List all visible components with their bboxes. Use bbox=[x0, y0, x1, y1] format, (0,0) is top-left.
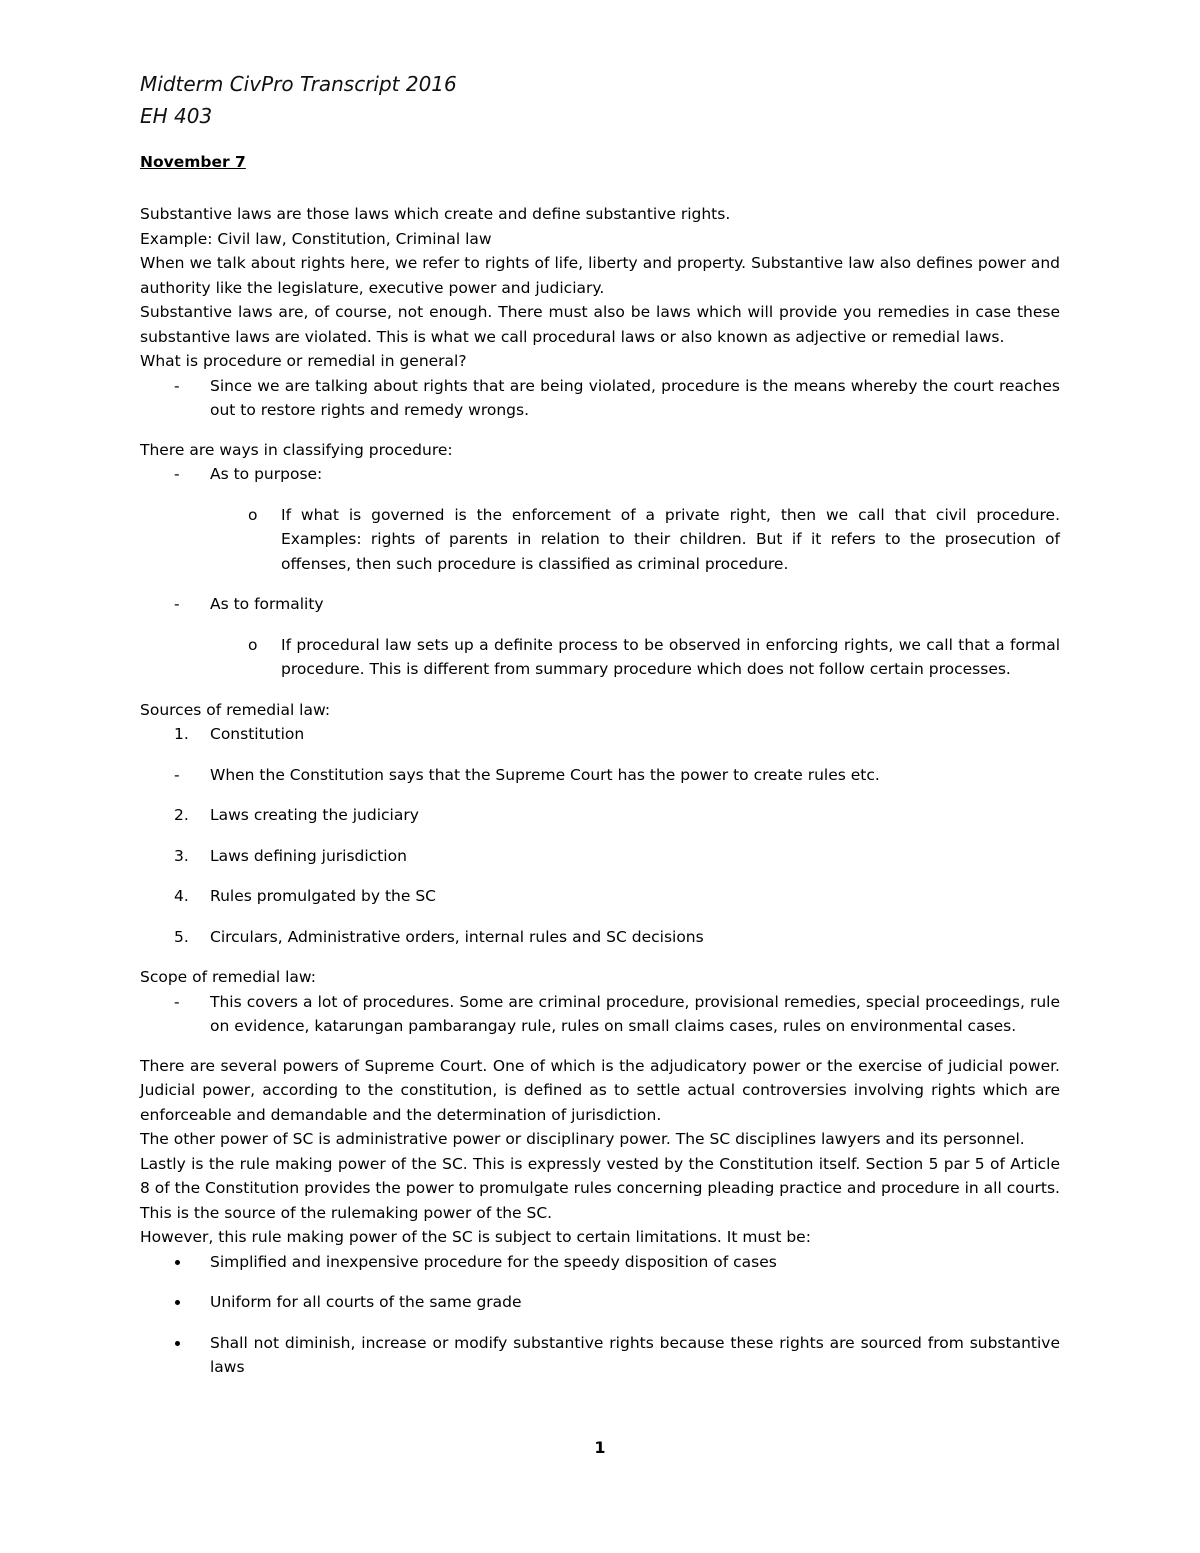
list-item-text: When the Constitution says that the Supreme Court has the power to create rules etc. bbox=[210, 765, 880, 784]
list-item-text: Laws creating the judiciary bbox=[210, 806, 419, 824]
list-item-text: Laws defining jurisdiction bbox=[210, 846, 407, 865]
numbered-list-item bbox=[140, 722, 1060, 747]
document-body bbox=[140, 202, 1060, 1380]
paragraph: However, this rule making power of the SC is subject to certain limitations. It must be: bbox=[140, 1228, 811, 1246]
numbered-list-item bbox=[140, 803, 1060, 828]
dash-marker: - bbox=[174, 765, 180, 784]
numbered-list-item bbox=[140, 925, 1060, 950]
dash-marker: - bbox=[174, 376, 180, 395]
paragraph: When we talk about rights here, we refer to rights of life, liberty and property. Substantive law also defines power and authority like the legislature, executive power and judiciary. bbox=[140, 254, 1060, 297]
dash-list-item bbox=[140, 990, 1060, 1039]
dash-marker: - bbox=[174, 992, 180, 1011]
page-number: 1 bbox=[594, 1438, 606, 1457]
list-item-text: As to formality bbox=[210, 595, 324, 613]
bullet-dot-icon bbox=[175, 1260, 180, 1265]
bullet-list-item bbox=[140, 1290, 1060, 1315]
dash-list-item bbox=[140, 374, 1060, 423]
list-item-text: Constitution bbox=[210, 725, 305, 743]
paragraph: Example: Civil law, Constitution, Criminal law bbox=[140, 229, 492, 248]
paragraph: Scope of remedial law: bbox=[140, 968, 316, 986]
dash-list-item bbox=[140, 592, 1060, 617]
number-marker: 2. bbox=[174, 806, 189, 824]
number-marker: 1. bbox=[174, 725, 189, 743]
list-item-text: Circulars, Administrative orders, internal rules and SC decisions bbox=[210, 927, 704, 946]
circle-marker: o bbox=[248, 635, 258, 654]
number-marker: 3. bbox=[174, 846, 189, 865]
paragraph: Sources of remedial law: bbox=[140, 700, 331, 719]
dash-marker: - bbox=[174, 595, 180, 613]
dash-list-item bbox=[140, 462, 1060, 487]
circle-marker: o bbox=[248, 505, 258, 524]
paragraph: There are several powers of Supreme Court. One of which is the adjudicatory power or the exercise of judicial power. Judicial power, according to the constitution, is defined as to settle actual controversies involving rights which are enforceable and demandable and the determination of jurisdiction. bbox=[140, 1056, 1060, 1124]
numbered-list-item bbox=[140, 844, 1060, 869]
list-item-text: If procedural law sets up a definite process to be observed in enforcing rights, we call that a formal procedure. This is different from summary procedure which does not follow certain processes. bbox=[281, 635, 1060, 678]
number-marker: 5. bbox=[174, 927, 189, 946]
number-marker: 4. bbox=[174, 887, 189, 905]
list-item-text: Shall not diminish, increase or modify substantive rights because these rights are sourced from substantive laws bbox=[210, 1333, 1060, 1376]
paragraph: Lastly is the rule making power of the SC. This is expressly vested by the Constitution itself. Section 5 par 5 of Article 8 of the Constitution provides the power to promulgate rules concerning pleading practice and procedure in all courts. This is the source of the rulemaking power of the SC. bbox=[140, 1154, 1060, 1222]
list-item-text: If what is governed is the enforcement of a private right, then we call that civil procedure. Examples: rights of parents in relation to their children. But if it refers to the prosecution of offenses, then such procedure is classified as criminal procedure. bbox=[281, 505, 1060, 573]
document-subtitle: EH 403 bbox=[140, 104, 213, 128]
document-title: Midterm CivPro Transcript 2016 bbox=[140, 72, 457, 96]
dash-marker: - bbox=[174, 465, 180, 483]
paragraph: Substantive laws are those laws which create and define substantive rights. bbox=[140, 205, 731, 223]
list-item-text: Rules promulgated by the SC bbox=[210, 887, 437, 905]
date-heading: November 7 bbox=[140, 153, 246, 171]
bullet-list-item bbox=[140, 1331, 1060, 1380]
paragraph: The other power of SC is administrative power or disciplinary power. The SC disciplines lawyers and its personnel. bbox=[140, 1130, 1025, 1148]
paragraph: What is procedure or remedial in general? bbox=[140, 352, 467, 370]
sub-list-item bbox=[140, 503, 1060, 577]
sub-list-item bbox=[140, 633, 1060, 682]
bullet-list-item bbox=[140, 1250, 1060, 1275]
paragraph: There are ways in classifying procedure: bbox=[140, 440, 453, 459]
list-item-text: Since we are talking about rights that are being violated, procedure is the means whereby the court reaches out to restore rights and remedy wrongs. bbox=[210, 376, 1060, 419]
bullet-dot-icon bbox=[175, 1341, 180, 1346]
numbered-list-item bbox=[140, 884, 1060, 909]
bullet-dot-icon bbox=[175, 1300, 180, 1305]
paragraph: Substantive laws are, of course, not enough. There must also be laws which will provide you remedies in case these substantive laws are violated. This is what we call procedural laws or also known as adjective or remedial laws. bbox=[140, 303, 1060, 346]
list-item-text: Simplified and inexpensive procedure for the speedy disposition of cases bbox=[210, 1252, 777, 1271]
list-item-text: As to purpose: bbox=[210, 465, 323, 483]
dash-list-item bbox=[140, 763, 1060, 788]
list-item-text: Uniform for all courts of the same grade bbox=[210, 1293, 522, 1311]
list-item-text: This covers a lot of procedures. Some are criminal procedure, provisional remedies, special proceedings, rule on evidence, katarungan pambarangay rule, rules on small claims cases, rules on environmental cases. bbox=[210, 992, 1060, 1035]
